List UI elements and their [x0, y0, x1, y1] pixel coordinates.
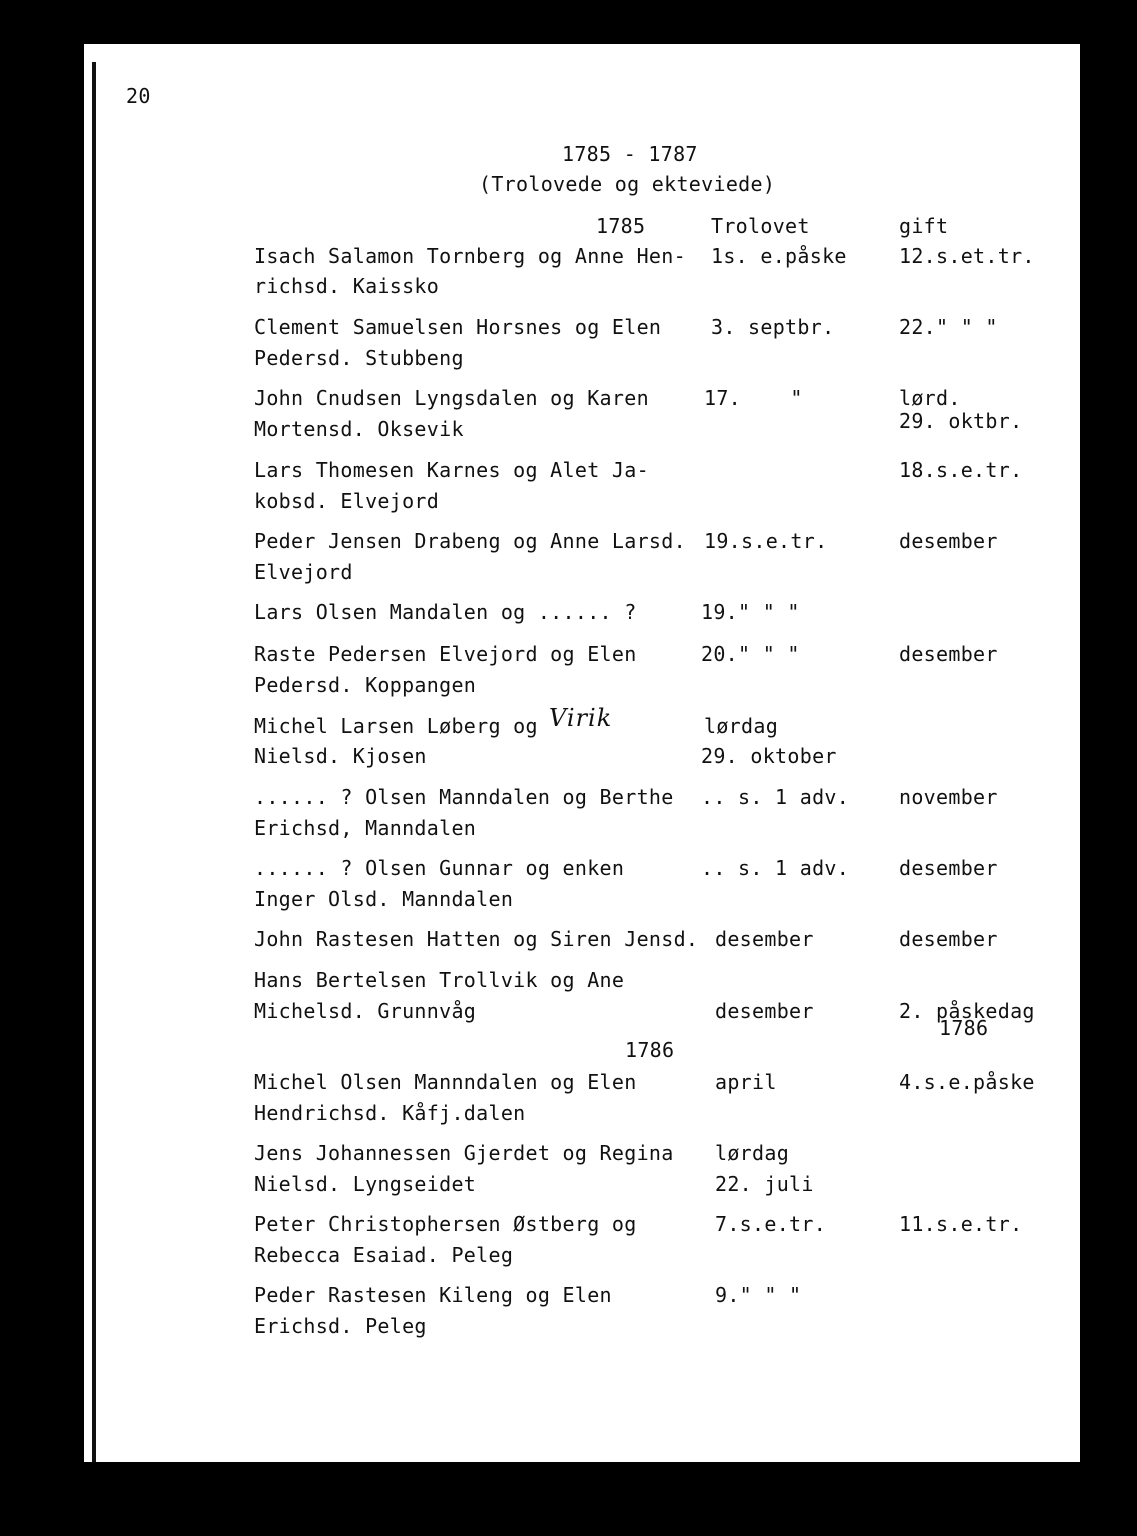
entry-name-line2: richsd. Kaissko — [254, 274, 440, 298]
page-number: 20 — [126, 84, 151, 108]
entry-name-line2: Michelsd. Grunnvåg — [254, 999, 477, 1023]
entry-name-line2: Rebecca Esaiad. Peleg — [254, 1243, 514, 1267]
column-year-heading: 1785 — [596, 214, 646, 238]
gift-year-note: 1786 — [939, 1016, 989, 1040]
entry-name-line1: ...... ? Olsen Gunnar og enken — [254, 856, 625, 880]
entry-name-line1: Hans Bertelsen Trollvik og Ane — [254, 968, 625, 992]
entry-name-line2: kobsd. Elvejord — [254, 489, 440, 513]
entry-name-line1: Lars Thomesen Karnes og Alet Ja- — [254, 458, 649, 482]
entry-name-line2: Inger Olsd. Manndalen — [254, 887, 514, 911]
entry-gift: desember — [899, 927, 998, 951]
entry-name-line2: Nielsd. Kjosen — [254, 744, 427, 768]
entry-gift-line2: 29. oktbr. — [899, 409, 1023, 433]
entry-name-line1: Lars Olsen Mandalen og ...... ? — [254, 600, 637, 624]
entry-gift: november — [899, 785, 998, 809]
entry-trolovet: 19.s.e.tr. — [704, 529, 828, 553]
entry-trolovet: april — [715, 1070, 777, 1094]
entry-name-line1: Peter Christophersen Østberg og — [254, 1212, 637, 1236]
entry-gift-line2: 2. påskedag — [899, 999, 1035, 1023]
entry-gift: desember — [899, 529, 998, 553]
header-subtitle: (Trolovede og ekteviede) — [479, 172, 776, 196]
entry-name-line2: Mortensd. Oksevik — [254, 417, 464, 441]
entry-name-line2: Elvejord — [254, 560, 353, 584]
entry-name-line1: Michel Olsen Mannndalen og Elen — [254, 1070, 637, 1094]
entry-trolovet: 7.s.e.tr. — [715, 1212, 827, 1236]
entry-name-line1: Peder Jensen Drabeng og Anne Larsd. — [254, 529, 686, 553]
entry-trolovet: 19." " " — [701, 600, 800, 624]
entry-name-line1: ...... ? Olsen Manndalen og Berthe — [254, 785, 674, 809]
entry-gift: 18.s.e.tr. — [899, 458, 1023, 482]
entry-trolovet-line2: desember — [715, 999, 814, 1023]
entry-trolovet: 17. " — [704, 386, 803, 410]
entry-trolovet: 20." " " — [701, 642, 800, 666]
document-page — [84, 44, 1080, 1462]
entry-gift: 12.s.et.tr. — [899, 244, 1035, 268]
entry-gift: desember — [899, 642, 998, 666]
entry-gift: desember — [899, 856, 998, 880]
entry-trolovet: lørdag — [715, 1141, 790, 1165]
entry-trolovet: lørdag — [704, 714, 779, 738]
entry-trolovet: 1s. e.påske — [711, 244, 847, 268]
entry-name-line1: Peder Rastesen Kileng og Elen — [254, 1283, 612, 1307]
entry-trolovet: 3. septbr. — [711, 315, 835, 339]
entry-name-line1: Raste Pedersen Elvejord og Elen — [254, 642, 637, 666]
column-trolovet-heading: Trolovet — [711, 214, 810, 238]
entry-name-line2: Pedersd. Koppangen — [254, 673, 477, 697]
entry-trolovet: 9." " " — [715, 1283, 802, 1307]
entry-name-line1: Isach Salamon Tornberg og Anne Hen- — [254, 244, 686, 268]
entry-name-line2: Pedersd. Stubbeng — [254, 346, 464, 370]
header-years: 1785 - 1787 — [562, 142, 698, 166]
entry-trolovet: desember — [715, 927, 814, 951]
entry-name-line1: John Cnudsen Lyngsdalen og Karen — [254, 386, 649, 410]
entry-name-line2: Hendrichsd. Kåfj.dalen — [254, 1101, 526, 1125]
entry-name-line2: Erichsd. Peleg — [254, 1314, 427, 1338]
entry-name-line2: Erichsd, Manndalen — [254, 816, 477, 840]
handwritten-note: Virik — [549, 704, 613, 732]
entry-trolovet: .. s. 1 adv. — [701, 856, 850, 880]
entry-name-line1: Jens Johannessen Gjerdet og Regina — [254, 1141, 674, 1165]
entry-trolovet-line2: 22. juli — [715, 1172, 814, 1196]
entry-trolovet: .. s. 1 adv. — [701, 785, 850, 809]
margin-rule — [92, 62, 96, 1462]
entry-gift: 11.s.e.tr. — [899, 1212, 1023, 1236]
entry-name-line1: John Rastesen Hatten og Siren Jensd. — [254, 927, 699, 951]
entry-gift: 22." " " — [899, 315, 998, 339]
entry-gift: 4.s.e.påske — [899, 1070, 1035, 1094]
column-gift-heading: gift — [899, 214, 949, 238]
entry-name-line2: Nielsd. Lyngseidet — [254, 1172, 477, 1196]
entry-name-line1: Michel Larsen Løberg og — [254, 714, 538, 738]
entry-name-line1: Clement Samuelsen Horsnes og Elen — [254, 315, 662, 339]
entry-trolovet-line2: 29. oktober — [701, 744, 837, 768]
entry-gift: lørd. — [899, 386, 961, 410]
year-heading-1786: 1786 — [625, 1038, 675, 1062]
